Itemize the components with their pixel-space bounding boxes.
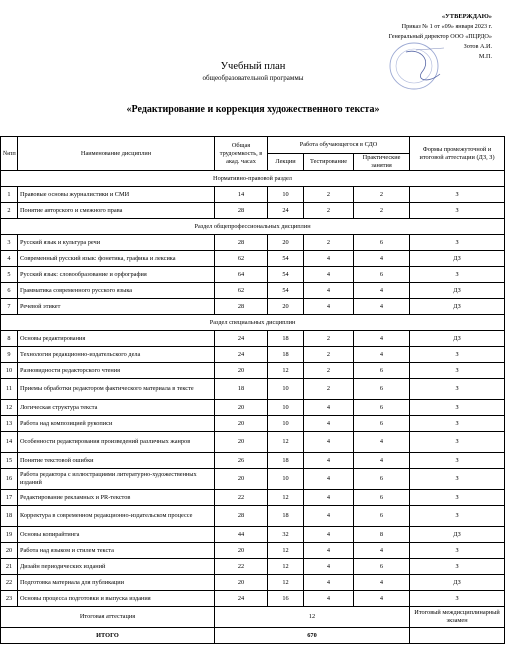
practice-cell: 2 [354,203,410,219]
testing-cell: 2 [304,347,354,363]
row-number: 23 [1,591,18,607]
attestation-cell: З [410,187,505,203]
table-row [1,299,505,315]
discipline-name: Понятие авторского и смежного права [18,203,215,219]
col-header-discipline: Наименование дисциплин [18,137,215,171]
attestation-cell: З [410,400,505,416]
discipline-name: Работа над языком и стилем текста [18,543,215,559]
course-name: «Редактирование и коррекция художественного текста» [126,104,380,115]
lectures-cell: 20 [268,235,304,251]
col-header-testing: Тестирование [304,154,354,171]
lectures-cell: 10 [268,379,304,400]
testing-cell: 2 [304,187,354,203]
testing-cell: 4 [304,283,354,299]
row-number: 10 [1,363,18,379]
table-row [1,267,505,283]
lectures-cell: 10 [268,469,304,490]
row-number: 14 [1,432,18,453]
discipline-name: Понятие текстовой ошибки [18,453,215,469]
total-hours-cell: 20 [215,400,268,416]
lectures-cell: 12 [268,490,304,506]
total-hours-cell: 62 [215,283,268,299]
testing-cell: 4 [304,267,354,283]
discipline-name: Дизайн периодических изданий [18,559,215,575]
attestation-cell: ДЗ [410,251,505,267]
attestation-cell: З [410,379,505,400]
attestation-cell: ДЗ [410,575,505,591]
total-empty-cell [410,628,505,644]
total-hours-cell: 28 [215,506,268,527]
table-row [1,363,505,379]
attestation-cell: З [410,506,505,527]
table-row [1,187,505,203]
row-number: 17 [1,490,18,506]
practice-cell: 2 [354,187,410,203]
total-hours-cell: 44 [215,527,268,543]
total-hours-cell: 20 [215,469,268,490]
total-hours-cell: 28 [215,203,268,219]
total-hours-cell: 20 [215,363,268,379]
testing-cell: 2 [304,379,354,400]
testing-cell: 4 [304,506,354,527]
row-number: 20 [1,543,18,559]
col-header-total: Общая трудоемкость, в акад. часах [215,137,268,171]
practice-cell: 6 [354,469,410,490]
lectures-cell: 24 [268,203,304,219]
table-row [1,575,505,591]
col-header-lectures: Лекции [268,154,304,171]
testing-cell: 4 [304,251,354,267]
practice-cell: 6 [354,506,410,527]
total-hours-cell: 64 [215,267,268,283]
row-number: 12 [1,400,18,416]
section-title: Нормативно-правовой раздел [1,171,505,187]
lectures-cell: 18 [268,453,304,469]
table-row [1,527,505,543]
total-row [1,628,505,644]
discipline-name: Технология редакционно-издательского дела [18,347,215,363]
row-number: 19 [1,527,18,543]
subtitle-text: общеобразовательной программы [202,74,304,82]
row-number: 22 [1,575,18,591]
table-row [1,331,505,347]
section-title: Раздел общепрофессиональных дисциплин [1,219,505,235]
table-row [1,283,505,299]
total-hours-cell: 28 [215,235,268,251]
lectures-cell: 18 [268,331,304,347]
discipline-name: Корректура в современном редакционно-издательском процессе [18,506,215,527]
approval-heading: «УТВЕРЖДАЮ» [441,13,492,20]
lectures-cell: 12 [268,432,304,453]
section-header-row [1,171,505,187]
row-number: 18 [1,506,18,527]
total-hours-cell: 18 [215,379,268,400]
section-header-row [1,219,505,235]
table-row [1,416,505,432]
table-row [1,379,505,400]
col-header-work-group: Работа обучающегося в СДО [268,137,410,154]
discipline-name: Основы редактирования [18,331,215,347]
lectures-cell: 18 [268,506,304,527]
discipline-name: Основы копирайтинга [18,527,215,543]
practice-cell: 4 [354,575,410,591]
row-number: 7 [1,299,18,315]
testing-cell: 2 [304,331,354,347]
table-row [1,432,505,453]
discipline-name: Работа редактора с иллюстрациями литературно-художественных изданий [18,469,215,490]
lectures-cell: 32 [268,527,304,543]
table-row [1,469,505,490]
lectures-cell: 20 [268,299,304,315]
lectures-cell: 54 [268,251,304,267]
practice-cell: 4 [354,453,410,469]
attestation-cell: З [410,469,505,490]
total-hours-cell: 28 [215,299,268,315]
discipline-name: Редактирование рекламных и PR-текстов [18,490,215,506]
testing-cell: 4 [304,432,354,453]
testing-cell: 4 [304,400,354,416]
total-hours-cell: 20 [215,416,268,432]
total-hours-cell: 14 [215,187,268,203]
total-hours-cell: 62 [215,251,268,267]
discipline-name: Грамматика современного русского языка [18,283,215,299]
total-hours-cell: 24 [215,591,268,607]
approval-position: Генеральный директор ООО «ПЦРДО» [388,33,492,40]
row-number: 8 [1,331,18,347]
row-number: 2 [1,203,18,219]
testing-cell: 2 [304,363,354,379]
lectures-cell: 54 [268,267,304,283]
practice-cell: 4 [354,251,410,267]
final-attestation-row [1,607,505,628]
discipline-name: Русский язык: словообразование и орфография [18,267,215,283]
attestation-cell: З [410,363,505,379]
discipline-name: Речевой этикет [18,299,215,315]
testing-cell: 4 [304,591,354,607]
discipline-name: Русский язык и культура речи [18,235,215,251]
practice-cell: 4 [354,347,410,363]
col-header-practice: Практические занятия [354,154,410,171]
practice-cell: 6 [354,400,410,416]
total-hours: 670 [215,628,410,644]
discipline-name: Приемы обработки редактором фактического материала в тексте [18,379,215,400]
lectures-cell: 16 [268,591,304,607]
practice-cell: 6 [354,416,410,432]
row-number: 6 [1,283,18,299]
lectures-cell: 12 [268,543,304,559]
practice-cell: 4 [354,283,410,299]
attestation-cell: ДЗ [410,299,505,315]
attestation-cell: З [410,416,505,432]
row-number: 13 [1,416,18,432]
row-number: 16 [1,469,18,490]
practice-cell: 4 [354,543,410,559]
attestation-cell: З [410,347,505,363]
testing-cell: 2 [304,235,354,251]
testing-cell: 4 [304,416,354,432]
testing-cell: 4 [304,527,354,543]
approval-signature-name: Зотов А.И. [463,43,492,50]
attestation-cell: З [410,591,505,607]
discipline-name: Основы процесса подготовки и выпуска издания [18,591,215,607]
attestation-cell: З [410,559,505,575]
discipline-name: Особенности редактирования произведений различных жанров [18,432,215,453]
practice-cell: 4 [354,299,410,315]
practice-cell: 4 [354,331,410,347]
attestation-cell: З [410,235,505,251]
testing-cell: 2 [304,203,354,219]
row-number: 21 [1,559,18,575]
row-number: 11 [1,379,18,400]
table-row [1,559,505,575]
attestation-cell: З [410,267,505,283]
attestation-cell: З [410,203,505,219]
attestation-cell: З [410,543,505,559]
section-header-row [1,315,505,331]
final-attestation-label: Итоговая аттестация [1,607,215,628]
title-text: Учебный план [220,61,286,72]
practice-cell: 6 [354,559,410,575]
table-header-row [1,137,505,154]
discipline-name: Работа над композицией рукописи [18,416,215,432]
lectures-cell: 12 [268,575,304,591]
document-title [0,60,506,83]
table-row [1,203,505,219]
total-hours-cell: 26 [215,453,268,469]
total-hours-cell: 20 [215,543,268,559]
attestation-cell: ДЗ [410,331,505,347]
lectures-cell: 18 [268,347,304,363]
attestation-cell: З [410,432,505,453]
total-hours-cell: 20 [215,575,268,591]
table-row [1,543,505,559]
testing-cell: 4 [304,575,354,591]
attestation-cell: ДЗ [410,283,505,299]
section-title: Раздел специальных дисциплин [1,315,505,331]
attestation-cell: З [410,490,505,506]
table-row [1,347,505,363]
final-attestation-form: Итоговый междисциплинарный экзамен [410,607,505,628]
total-hours-cell: 24 [215,331,268,347]
discipline-name: Разновидности редакторского чтения [18,363,215,379]
testing-cell: 4 [304,453,354,469]
total-label: ИТОГО [1,628,215,644]
lectures-cell: 10 [268,400,304,416]
discipline-name: Правовые основы журналистики и СМИ [18,187,215,203]
practice-cell: 4 [354,432,410,453]
row-number: 3 [1,235,18,251]
row-number: 15 [1,453,18,469]
discipline-name: Современный русский язык: фонетика, графика и лексика [18,251,215,267]
attestation-cell: З [410,453,505,469]
total-hours-cell: 22 [215,559,268,575]
lectures-cell: 54 [268,283,304,299]
discipline-name: Подготовка материала для публикации [18,575,215,591]
practice-cell: 6 [354,379,410,400]
col-header-num: №пп [1,137,18,171]
approval-order: Приказ № 1 от «09» января 2023 г. [401,23,492,30]
testing-cell: 4 [304,469,354,490]
lectures-cell: 12 [268,559,304,575]
curriculum-table [0,136,505,644]
total-hours-cell: 20 [215,432,268,453]
table-row [1,251,505,267]
testing-cell: 4 [304,490,354,506]
practice-cell: 4 [354,591,410,607]
total-hours-cell: 22 [215,490,268,506]
row-number: 4 [1,251,18,267]
practice-cell: 6 [354,363,410,379]
testing-cell: 4 [304,299,354,315]
lectures-cell: 10 [268,187,304,203]
row-number: 5 [1,267,18,283]
col-header-attestation: Формы промежуточной и итоговой аттестации (ДЗ, З) [410,137,505,171]
testing-cell: 4 [304,543,354,559]
practice-cell: 6 [354,267,410,283]
row-number: 9 [1,347,18,363]
practice-cell: 6 [354,235,410,251]
practice-cell: 6 [354,490,410,506]
attestation-cell: ДЗ [410,527,505,543]
table-row [1,490,505,506]
table-row [1,506,505,527]
lectures-cell: 12 [268,363,304,379]
total-hours-cell: 24 [215,347,268,363]
table-row [1,453,505,469]
table-row [1,400,505,416]
practice-cell: 8 [354,527,410,543]
lectures-cell: 10 [268,416,304,432]
approval-seal-label: М.П. [478,53,492,60]
row-number: 1 [1,187,18,203]
final-attestation-hours: 12 [215,607,410,628]
table-row [1,235,505,251]
discipline-name: Логическая структура текста [18,400,215,416]
table-row [1,591,505,607]
testing-cell: 4 [304,559,354,575]
